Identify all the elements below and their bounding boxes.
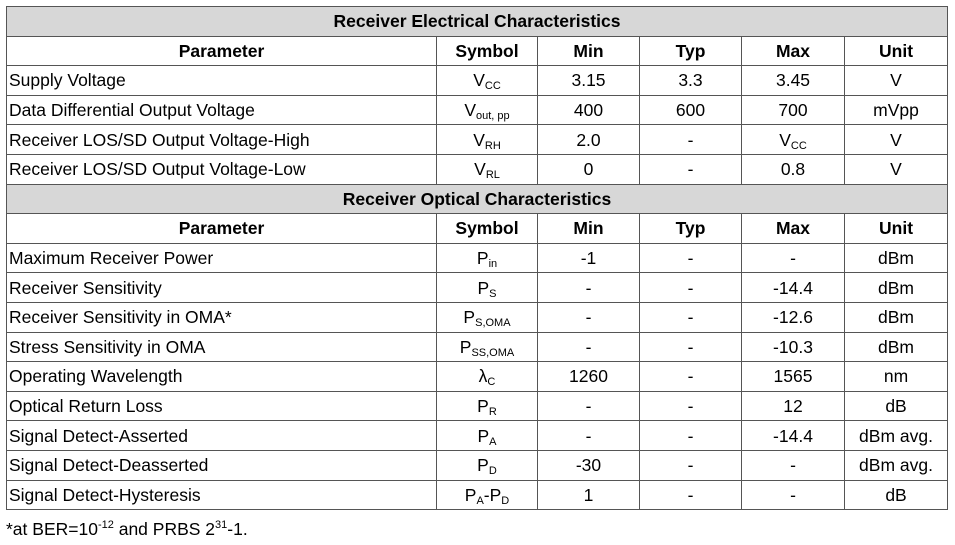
max-value: - [790,484,796,505]
header-max: Max [742,214,845,244]
max-cell [742,332,845,362]
max-value: - [790,248,796,269]
max-cell [742,95,845,125]
max-value: 3.45 [775,70,811,91]
table-row [7,362,948,392]
header-parameter: Parameter [7,36,437,66]
unit-cell: nm [845,362,948,392]
unit-cell: dB [845,480,948,510]
table-row [7,421,948,451]
symbol-subscript-2: D [501,494,510,507]
table-row [7,302,948,332]
unit-cell: V [845,154,948,184]
table-row [7,480,948,510]
parameter-cell: Maximum Receiver Power [7,243,437,273]
parameter-cell: Supply Voltage [7,66,437,96]
symbol-subscript: D [488,465,497,478]
symbol-subscript: C [487,376,496,389]
symbol-base: V [464,100,477,121]
symbol-base: λ [478,366,488,387]
parameter-cell: Data Differential Output Voltage [7,95,437,125]
typ-cell: - [640,421,742,451]
footnote-middle: and PRBS 2 [113,519,216,539]
min-cell: -1 [538,243,640,273]
max-value: - [790,455,796,476]
header-min: Min [538,214,640,244]
min-cell: - [538,302,640,332]
header-symbol: Symbol [437,214,538,244]
symbol-base: P [477,396,489,417]
typ-cell: - [640,243,742,273]
symbol-cell [437,243,538,273]
max-value: 700 [778,100,808,121]
typ-cell: - [640,125,742,155]
footnote-prefix: *at BER=10 [6,519,98,539]
max-cell [742,362,845,392]
max-value: 12 [783,396,803,417]
typ-cell: - [640,480,742,510]
symbol-base: P [463,307,476,328]
symbol-subscript: RL [485,169,500,182]
min-cell: 0 [538,154,640,184]
unit-cell: dBm [845,332,948,362]
min-cell: - [538,273,640,303]
header-parameter: Parameter [7,214,437,244]
section-title: Receiver Optical Characteristics [7,184,948,214]
symbol-base: P [464,484,477,505]
symbol-cell [437,450,538,480]
min-cell: 1260 [538,362,640,392]
symbol-subscript: A [476,494,484,507]
footnote-suffix: -1. [227,519,248,539]
symbol-base: P [477,425,490,446]
max-cell [742,421,845,451]
header-unit: Unit [845,214,948,244]
parameter-cell: Stress Sensitivity in OMA [7,332,437,362]
max-cell [742,154,845,184]
max-cell [742,125,845,155]
section-title-row [7,184,948,214]
symbol-subscript: S,OMA [475,317,511,330]
section-title: Receiver Electrical Characteristics [7,7,948,37]
table-header-row [7,36,948,66]
symbol-subscript: R [488,406,497,419]
symbol-base: V [473,70,485,91]
symbol-base: P [477,277,490,298]
symbol-subscript: RH [484,139,501,152]
max-cell [742,243,845,273]
footnote-exponent-prbs: 31 [215,519,228,531]
symbol-cell [437,66,538,96]
symbol-subscript: A [489,435,497,448]
min-cell: - [538,391,640,421]
min-cell: 1 [538,480,640,510]
min-cell: 400 [538,95,640,125]
symbol-subscript: SS,OMA [471,346,515,359]
typ-cell: - [640,302,742,332]
header-min: Min [538,36,640,66]
table-row [7,450,948,480]
symbol-subscript: in [488,258,498,271]
parameter-cell: Signal Detect-Hysteresis [7,480,437,510]
symbol-cell [437,391,538,421]
parameter-cell: Operating Wavelength [7,362,437,392]
unit-cell: dBm avg. [845,421,948,451]
parameter-cell: Receiver Sensitivity [7,273,437,303]
max-cell [742,302,845,332]
symbol-base-2: -P [483,484,502,505]
typ-cell: - [640,332,742,362]
max-value: -12.6 [773,307,813,328]
symbol-subscript: out, pp [476,110,510,123]
max-value: -14.4 [773,425,813,446]
header-symbol: Symbol [437,36,538,66]
symbol-cell [437,480,538,510]
table-row [7,391,948,421]
symbol-base: P [476,248,489,269]
symbol-subscript: S [489,287,497,300]
table-row [7,125,948,155]
typ-cell: - [640,273,742,303]
unit-cell: dBm [845,302,948,332]
max-cell [742,273,845,303]
symbol-cell [437,362,538,392]
typ-cell: 3.3 [640,66,742,96]
symbol-base: P [459,336,472,357]
unit-cell: V [845,66,948,96]
symbol-cell [437,95,538,125]
symbol-base: V [474,159,486,180]
symbol-subscript: CC [484,80,501,93]
header-typ: Typ [640,36,742,66]
max-value: 0.8 [780,159,806,180]
table-header-row [7,214,948,244]
max-value: 1565 [773,366,813,387]
max-value: V [779,129,791,150]
min-cell: 3.15 [538,66,640,96]
typ-cell: - [640,391,742,421]
parameter-cell: Signal Detect-Asserted [7,421,437,451]
parameter-cell: Receiver LOS/SD Output Voltage-High [7,125,437,155]
parameter-cell: Optical Return Loss [7,391,437,421]
unit-cell: dB [845,391,948,421]
max-cell [742,450,845,480]
unit-cell: V [845,125,948,155]
min-cell: - [538,421,640,451]
parameter-cell: Receiver LOS/SD Output Voltage-Low [7,154,437,184]
max-value: -10.3 [773,336,813,357]
section-title-row [7,7,948,37]
header-unit: Unit [845,36,948,66]
symbol-cell [437,332,538,362]
typ-cell: - [640,154,742,184]
table-row [7,95,948,125]
max-value: -14.4 [773,277,813,298]
unit-cell: dBm [845,243,948,273]
symbol-cell [437,154,538,184]
min-cell: -30 [538,450,640,480]
symbol-cell [437,421,538,451]
unit-cell: dBm [845,273,948,303]
parameter-cell: Receiver Sensitivity in OMA* [7,302,437,332]
max-cell [742,391,845,421]
typ-cell: - [640,450,742,480]
table-row [7,154,948,184]
characteristics-table [6,6,948,510]
symbol-base: P [477,455,489,476]
symbol-base: V [473,129,485,150]
min-cell: 2.0 [538,125,640,155]
header-typ: Typ [640,214,742,244]
table-row [7,243,948,273]
min-cell: - [538,332,640,362]
table-row [7,273,948,303]
footnote [6,518,248,540]
symbol-cell [437,273,538,303]
max-subscript: CC [790,139,807,152]
symbol-cell [437,125,538,155]
footnote-exponent-ber: -12 [97,519,114,531]
table-row [7,66,948,96]
unit-cell: mVpp [845,95,948,125]
max-cell [742,480,845,510]
symbol-cell [437,302,538,332]
table-row [7,332,948,362]
typ-cell: 600 [640,95,742,125]
unit-cell: dBm avg. [845,450,948,480]
max-cell [742,66,845,96]
parameter-cell: Signal Detect-Deasserted [7,450,437,480]
typ-cell: - [640,362,742,392]
header-max: Max [742,36,845,66]
